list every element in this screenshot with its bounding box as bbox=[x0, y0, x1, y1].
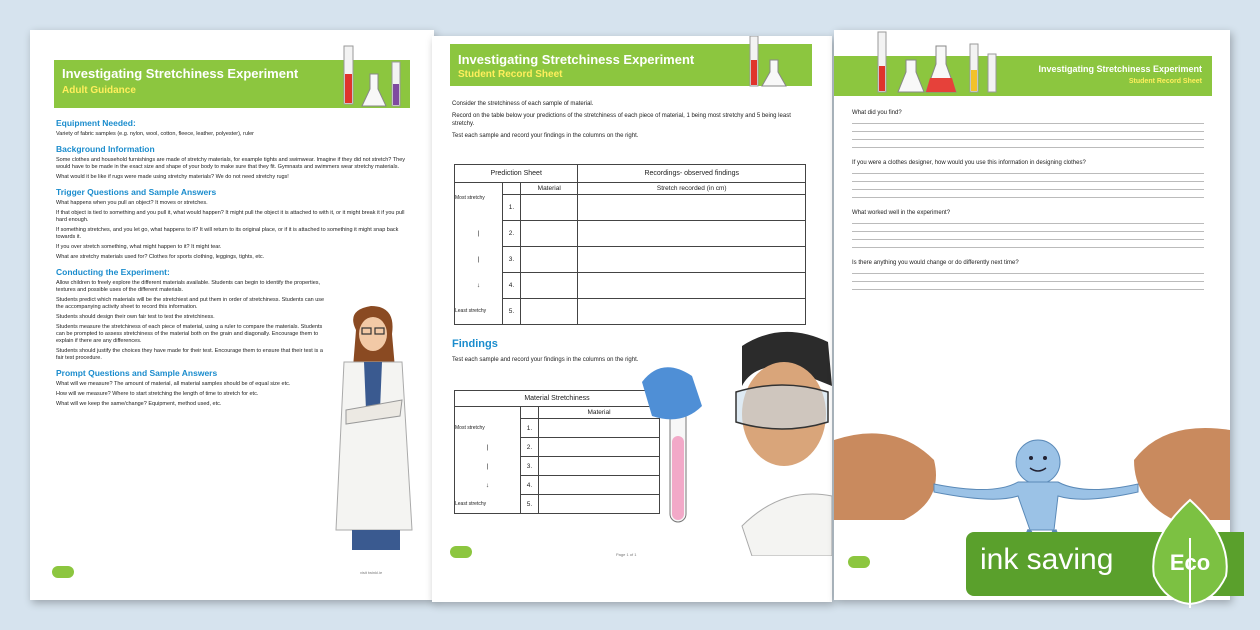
findings-text: Test each sample and record your findings in the columns on the right. bbox=[452, 357, 639, 363]
most-stretchy-label: Most stretchy bbox=[455, 195, 503, 221]
trigger-text: If you over stretch something, what might happen to it? It might tear. bbox=[56, 244, 222, 250]
answer-line[interactable] bbox=[852, 139, 1204, 140]
trigger-text: If something stretches, and you let go, what happens to it? It will return to its original place, or if it is attached to something it might snap back towards it. bbox=[56, 227, 399, 240]
stretch-cell[interactable] bbox=[578, 273, 806, 299]
conducting-text: Students predict which materials will be the stretchiest and put them in order of stretchiness. Students can use the accompanying activity sheet to record this information. bbox=[56, 297, 325, 310]
stretch-cell[interactable] bbox=[578, 247, 806, 273]
twinkl-logo bbox=[450, 546, 472, 558]
page3-title: Investigating Stretchiness Experiment bbox=[1038, 64, 1202, 74]
material-cell[interactable] bbox=[521, 299, 578, 325]
page2-instructions bbox=[452, 96, 814, 140]
stretch-col-header: Stretch recorded (in cm) bbox=[578, 183, 806, 195]
scientist-woman-illustration bbox=[326, 300, 422, 550]
answer-line[interactable] bbox=[852, 147, 1204, 148]
rank-label: 4. bbox=[521, 476, 539, 495]
conducting-text: Students measure the stretchiness of each piece of material, using a ruler to compare the materials. Students can be prompted to assess stretchiness of the material both on the grain and diagonally. Encourage them to explain if there are any differences. bbox=[56, 324, 323, 344]
page1-footer: visit twinkl.ie bbox=[360, 570, 383, 575]
question-text: Is there anything you would change or do differently next time? bbox=[852, 260, 1019, 266]
question-text: What did you find? bbox=[852, 110, 902, 116]
prompt-text: What will we keep the same/change? Equipment, method used, etc. bbox=[56, 401, 222, 407]
trigger-text: If that object is tied to something and you pull it, what would happen? It might pull the object it is attached to with it, or it might break it if you pull hard enough. bbox=[56, 210, 405, 223]
stretchiness-header: Material Stretchiness bbox=[455, 391, 660, 407]
answer-line[interactable] bbox=[852, 131, 1204, 132]
trigger-text: What are stretchy materials used for? Clothes for sports clothing, leggings, tights, etc. bbox=[56, 254, 265, 260]
findings-heading: Findings bbox=[452, 338, 498, 350]
material-cell[interactable] bbox=[521, 247, 578, 273]
rank-label: 2. bbox=[521, 438, 539, 457]
rank-label: 3. bbox=[521, 457, 539, 476]
test-tubes-illustration bbox=[746, 36, 816, 88]
question-text: What worked well in the experiment? bbox=[852, 210, 951, 216]
least-stretchy-label: Least stretchy bbox=[455, 495, 521, 514]
prediction-header: Prediction Sheet bbox=[455, 165, 578, 183]
test-tubes-illustration bbox=[342, 44, 412, 114]
instruction-text: Record on the table below your predictions of the stretchiness of each piece of material, 1 being most stretchy and 5 being least stretchy. bbox=[452, 113, 791, 127]
answer-line[interactable] bbox=[852, 223, 1204, 224]
prompt-text: What will we measure? The amount of material, all material samples should be of equal size etc. bbox=[56, 381, 291, 387]
trigger-text: What happens when you pull an object? It moves or stretches. bbox=[56, 200, 208, 206]
material-col-header: Material bbox=[521, 183, 578, 195]
background-text: Some clothes and household furnishings are made of stretchy materials, for example tights and swimwear. Imagine if they did not stretch? They would have to be made in the exact size and shape of your body to make sure that they fit. Gymnasts and swimmers wear stretchy materials. bbox=[56, 157, 406, 170]
least-stretchy-label: Least stretchy bbox=[455, 299, 503, 325]
instruction-text: Test each sample and record your findings in the columns on the right. bbox=[452, 133, 639, 139]
rank-label: 1. bbox=[503, 195, 521, 221]
recordings-header: Recordings- observed findings bbox=[578, 165, 806, 183]
twinkl-logo bbox=[52, 566, 74, 578]
answer-line[interactable] bbox=[852, 231, 1204, 232]
prediction-table: Prediction Sheet Recordings- observed findings Material Stretch recorded (in cm) Most stretchy 1. | 2. | 3. ↓ 4. Least stretchy 5. bbox=[454, 164, 806, 325]
page2-footer: Page 1 of 1 bbox=[616, 552, 637, 557]
page3-subtitle: Student Record Sheet bbox=[1128, 78, 1202, 85]
question-list bbox=[852, 106, 1204, 290]
test-tubes-illustration bbox=[874, 30, 1014, 94]
rank-label: 2. bbox=[503, 221, 521, 247]
student-record-sheet-page bbox=[432, 36, 832, 602]
prompt-heading: Prompt Questions and Sample Answers bbox=[56, 368, 218, 378]
conducting-block bbox=[56, 267, 326, 408]
trigger-heading: Trigger Questions and Sample Answers bbox=[56, 187, 217, 197]
rank-label: 5. bbox=[503, 299, 521, 325]
answer-line[interactable] bbox=[852, 281, 1204, 282]
rank-label: 5. bbox=[521, 495, 539, 514]
conducting-heading: Conducting the Experiment: bbox=[56, 267, 170, 277]
ink-saving-label: ink saving bbox=[980, 543, 1114, 576]
rank-label: 1. bbox=[521, 419, 539, 438]
stretch-cell[interactable] bbox=[578, 299, 806, 325]
prompt-text: How will we measure? Where to start stretching the length of time to stretch for etc. bbox=[56, 391, 259, 397]
instruction-text: Consider the stretchiness of each sample of material. bbox=[452, 101, 594, 107]
answer-line[interactable] bbox=[852, 123, 1204, 124]
background-heading: Background Information bbox=[56, 144, 155, 154]
conducting-text: Students should justify the choices they have made for their test. Encourage them to ensure that their test is a fair test procedure. bbox=[56, 348, 323, 361]
page2-subtitle: Student Record Sheet bbox=[458, 69, 563, 80]
answer-line[interactable] bbox=[852, 239, 1204, 240]
page2-title: Investigating Stretchiness Experiment bbox=[458, 52, 695, 67]
answer-line[interactable] bbox=[852, 273, 1204, 274]
background-question: What would it be like if rugs were made using stretchy materials? We do not need stretchy rugs! bbox=[56, 174, 289, 180]
adult-guidance-page bbox=[30, 30, 434, 600]
material-cell[interactable] bbox=[521, 221, 578, 247]
rank-label: 4. bbox=[503, 273, 521, 299]
answer-line[interactable] bbox=[852, 189, 1204, 190]
material-col-header: Material bbox=[539, 407, 660, 419]
page1-subtitle: Adult Guidance bbox=[62, 85, 136, 96]
material-cell[interactable] bbox=[521, 195, 578, 221]
equipment-text: Variety of fabric samples (e.g. nylon, wool, cotton, fleece, leather, polyester), ruler bbox=[56, 131, 254, 137]
equipment-heading: Equipment Needed: bbox=[56, 118, 136, 128]
answer-line[interactable] bbox=[852, 181, 1204, 182]
question-text: If you were a clothes designer, how would you use this information in designing clothes? bbox=[852, 160, 1086, 166]
eco-label: Eco bbox=[1169, 550, 1211, 575]
leaf-icon bbox=[1148, 498, 1232, 608]
conducting-text: Allow children to freely explore the different materials available. Students can begin to identify the properties, textures and possible uses of the different materials. bbox=[56, 280, 321, 293]
answer-line[interactable] bbox=[852, 289, 1204, 290]
scientist-man-illustration bbox=[632, 326, 832, 556]
rank-label: 3. bbox=[503, 247, 521, 273]
answer-line[interactable] bbox=[852, 173, 1204, 174]
answer-line[interactable] bbox=[852, 197, 1204, 198]
most-stretchy-label: Most stretchy bbox=[455, 419, 521, 438]
conducting-text: Students should design their own fair test to test the stretchiness. bbox=[56, 314, 215, 320]
page1-title: Investigating Stretchiness Experiment bbox=[62, 66, 299, 81]
material-cell[interactable] bbox=[521, 273, 578, 299]
material-stretchiness-table: Material Stretchiness Material Most stretchy 1. | 2. | 3. ↓ 4. Least stretchy 5. bbox=[454, 390, 660, 514]
answer-line[interactable] bbox=[852, 247, 1204, 248]
twinkl-logo bbox=[848, 556, 870, 568]
stretch-cell[interactable] bbox=[578, 195, 806, 221]
stretch-cell[interactable] bbox=[578, 221, 806, 247]
